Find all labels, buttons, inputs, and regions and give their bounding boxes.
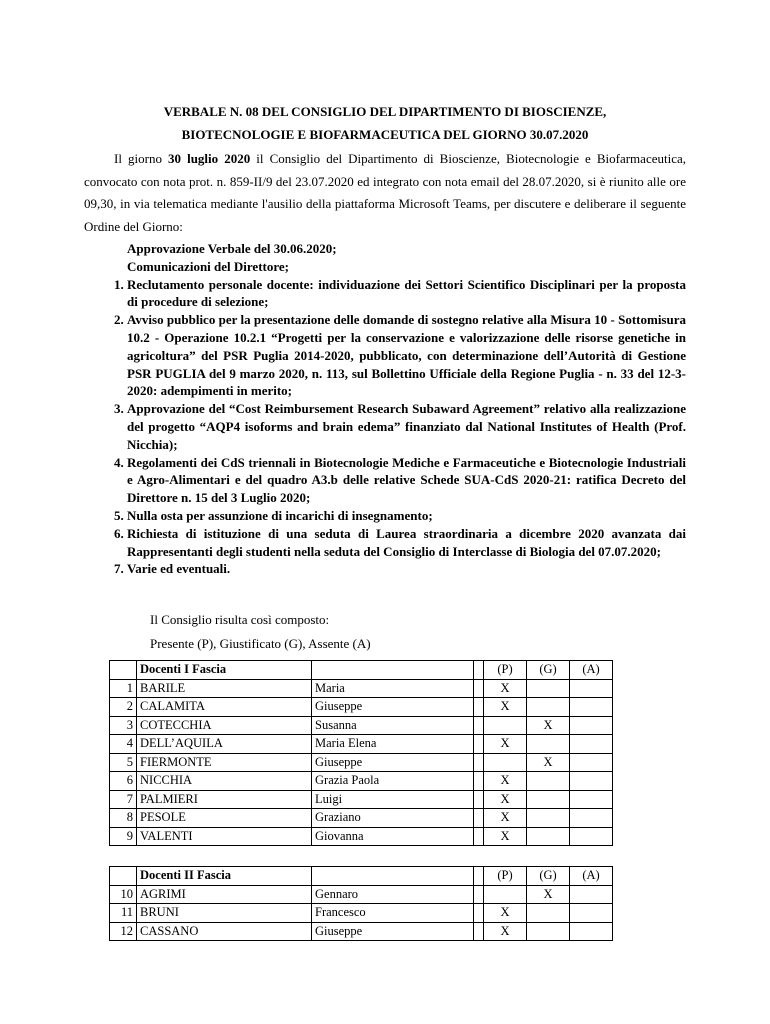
table-row xyxy=(110,698,613,717)
table-row xyxy=(110,772,613,791)
member-surname: COTECCHIA xyxy=(137,716,312,735)
council-composition-line: Il Consiglio risulta così composto: xyxy=(150,612,330,627)
header-justified: (G) xyxy=(527,661,570,680)
document-title-line-1: VERBALE N. 08 DEL CONSIGLIO DEL DIPARTIMENTO DI BIOSCIENZE, xyxy=(163,104,607,119)
member-surname: PALMIERI xyxy=(137,790,312,809)
member-surname: VALENTI xyxy=(137,827,312,846)
agenda-numbered-list xyxy=(84,276,686,579)
agenda-item-3: 3. Approvazione del “Cost Reimbursement Research Subaward Agreement” relativo alla realizzazione del progetto “AQP4 isoforms and brain edema” finanziato dal National Institutes of Health (Prof. Nicchia); xyxy=(127,400,686,453)
table-row xyxy=(110,885,613,904)
gap-cell xyxy=(474,922,484,941)
header-name-cell xyxy=(312,661,474,680)
member-name: Maria Elena xyxy=(312,735,474,754)
present-mark: X xyxy=(484,904,527,923)
gap-cell xyxy=(474,735,484,754)
agenda-item-unnumbered: Approvazione Verbale del 30.06.2020; xyxy=(127,241,337,256)
member-surname: AGRIMI xyxy=(137,885,312,904)
gap-cell xyxy=(474,885,484,904)
row-number: 7 xyxy=(110,790,137,809)
absent-mark xyxy=(570,922,613,941)
intro-date: 30 luglio 2020 xyxy=(168,151,251,166)
member-surname: CASSANO xyxy=(137,922,312,941)
attendance-table-second-tier xyxy=(109,866,613,941)
table-row xyxy=(110,922,613,941)
header-present: (P) xyxy=(484,867,527,886)
table-heading: Docenti II Fascia xyxy=(137,867,312,886)
attendance-table-first-tier xyxy=(109,660,613,846)
absent-mark xyxy=(570,735,613,754)
member-name: Francesco xyxy=(312,904,474,923)
gap-cell xyxy=(474,698,484,717)
absent-mark xyxy=(570,885,613,904)
agenda-item-5: 5. Nulla osta per assunzione di incarichi di insegnamento; xyxy=(127,507,686,525)
gap-cell xyxy=(474,809,484,828)
gap-cell xyxy=(474,679,484,698)
member-name: Susanna xyxy=(312,716,474,735)
justified-mark xyxy=(527,790,570,809)
row-number: 6 xyxy=(110,772,137,791)
absent-mark xyxy=(570,827,613,846)
table-header-row xyxy=(110,867,613,886)
header-gap-cell xyxy=(474,661,484,680)
attendance-legend: Presente (P), Giustificato (G), Assente (A) xyxy=(150,636,371,651)
table-row xyxy=(110,679,613,698)
intro-paragraph xyxy=(84,148,686,238)
row-number: 9 xyxy=(110,827,137,846)
justified-mark xyxy=(527,698,570,717)
present-mark: X xyxy=(484,679,527,698)
row-number: 10 xyxy=(110,885,137,904)
agenda-item-unnumbered: Comunicazioni del Direttore; xyxy=(127,258,289,274)
present-mark: X xyxy=(484,922,527,941)
header-absent: (A) xyxy=(570,867,613,886)
header-number-cell xyxy=(110,661,137,680)
agenda-item-7: 7. Varie ed eventuali. xyxy=(127,560,686,578)
present-mark xyxy=(484,716,527,735)
member-name: Graziano xyxy=(312,809,474,828)
table-row xyxy=(110,790,613,809)
present-mark: X xyxy=(484,790,527,809)
row-number: 12 xyxy=(110,922,137,941)
intro-pre: Il giorno xyxy=(114,151,169,166)
justified-mark xyxy=(527,735,570,754)
table-row xyxy=(110,753,613,772)
agenda-item-1: 1. Reclutamento personale docente: individuazione dei Settori Scientifico Disciplinari per la proposta di procedure di selezione; xyxy=(127,276,686,312)
absent-mark xyxy=(570,904,613,923)
justified-mark xyxy=(527,904,570,923)
gap-cell xyxy=(474,790,484,809)
header-name-cell xyxy=(312,867,474,886)
justified-mark: X xyxy=(527,753,570,772)
member-surname: DELL’AQUILA xyxy=(137,735,312,754)
member-name: Giovanna xyxy=(312,827,474,846)
row-number: 11 xyxy=(110,904,137,923)
absent-mark xyxy=(570,679,613,698)
member-name: Giuseppe xyxy=(312,698,474,717)
header-justified: (G) xyxy=(527,867,570,886)
header-number-cell xyxy=(110,867,137,886)
intro-post: il Consiglio del Dipartimento di Bioscienze, Biotecnologie e Biofarmaceutica, convocato con nota prot. n. 859-II/9 del 23.07.2020 ed integrato con nota email del 28.07.2020, si è riunito alle ore 09,30, in via telematica mediante l'ausilio della piattaforma Microsoft Teams, per discutere e deliberare il seguente Ordine del Giorno: xyxy=(84,151,686,234)
member-surname: NICCHIA xyxy=(137,772,312,791)
absent-mark xyxy=(570,716,613,735)
justified-mark xyxy=(527,679,570,698)
gap-cell xyxy=(474,753,484,772)
agenda-item-6: 6. Richiesta di istituzione di una seduta di Laurea straordinaria a dicembre 2020 avanzata dai Rappresentanti degli studenti nella seduta del Consiglio di Interclasse di Biologia del 07.07.2020; xyxy=(127,525,686,561)
present-mark: X xyxy=(484,827,527,846)
table-row xyxy=(110,827,613,846)
absent-mark xyxy=(570,698,613,717)
present-mark xyxy=(484,885,527,904)
justified-mark: X xyxy=(527,885,570,904)
member-name: Grazia Paola xyxy=(312,772,474,791)
table-row xyxy=(110,716,613,735)
gap-cell xyxy=(474,827,484,846)
absent-mark xyxy=(570,790,613,809)
present-mark: X xyxy=(484,809,527,828)
row-number: 5 xyxy=(110,753,137,772)
present-mark: X xyxy=(484,735,527,754)
absent-mark xyxy=(570,772,613,791)
member-name: Gennaro xyxy=(312,885,474,904)
member-surname: BRUNI xyxy=(137,904,312,923)
member-name: Giuseppe xyxy=(312,753,474,772)
member-name: Maria xyxy=(312,679,474,698)
table-header-row xyxy=(110,661,613,680)
table-row xyxy=(110,904,613,923)
justified-mark xyxy=(527,809,570,828)
header-present: (P) xyxy=(484,661,527,680)
present-mark: X xyxy=(484,698,527,717)
member-surname: BARILE xyxy=(137,679,312,698)
header-gap-cell xyxy=(474,867,484,886)
gap-cell xyxy=(474,716,484,735)
agenda-item-4: 4. Regolamenti dei CdS triennali in Biotecnologie Mediche e Farmaceutiche e Biotecnologie Industriali e Agro-Alimentari e del quadro A3.b delle relative Schede SUA-CdS 2020-21: ratifica Decreto del Direttore n. 15 del 3 Luglio 2020; xyxy=(127,454,686,507)
member-surname: CALAMITA xyxy=(137,698,312,717)
table-heading: Docenti I Fascia xyxy=(137,661,312,680)
agenda xyxy=(84,240,686,578)
member-name: Luigi xyxy=(312,790,474,809)
document-title-line-2: BIOTECNOLOGIE E BIOFARMACEUTICA DEL GIORNO 30.07.2020 xyxy=(181,127,589,142)
member-surname: PESOLE xyxy=(137,809,312,828)
absent-mark xyxy=(570,809,613,828)
row-number: 2 xyxy=(110,698,137,717)
absent-mark xyxy=(570,753,613,772)
row-number: 1 xyxy=(110,679,137,698)
justified-mark xyxy=(527,772,570,791)
agenda-item-2: 2. Avviso pubblico per la presentazione delle domande di sostegno relative alla Misura 10 - Sottomisura 10.2 - Operazione 10.2.1 “Progetti per la conservazione e valorizzazione delle risorse genetiche in agricoltura” del PSR Puglia 2014-2020, pubblicato, con determinazione dell’Autorità di Gestione PSR PUGLIA del 9 marzo 2020, n. 113, sul Bollettino Ufficiale della Regione Puglia - n. 33 del 12-3-2020: adempimenti in merito; xyxy=(127,311,686,400)
row-number: 3 xyxy=(110,716,137,735)
member-surname: FIERMONTE xyxy=(137,753,312,772)
row-number: 8 xyxy=(110,809,137,828)
header-absent: (A) xyxy=(570,661,613,680)
member-name: Giuseppe xyxy=(312,922,474,941)
row-number: 4 xyxy=(110,735,137,754)
present-mark xyxy=(484,753,527,772)
justified-mark: X xyxy=(527,716,570,735)
present-mark: X xyxy=(484,772,527,791)
table-row xyxy=(110,735,613,754)
gap-cell xyxy=(474,904,484,923)
justified-mark xyxy=(527,922,570,941)
table-row xyxy=(110,809,613,828)
justified-mark xyxy=(527,827,570,846)
gap-cell xyxy=(474,772,484,791)
